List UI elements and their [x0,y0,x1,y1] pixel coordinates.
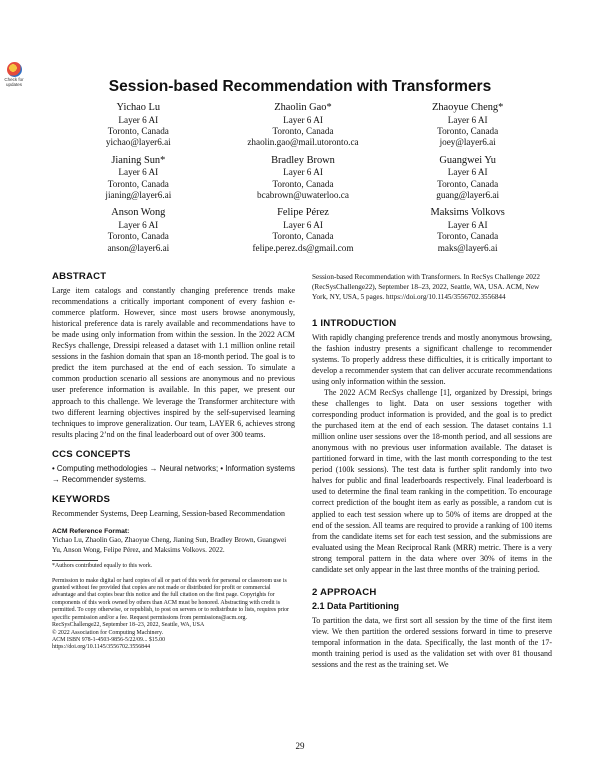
keywords-text: Recommender Systems, Deep Learning, Session-based Recommendation [52,508,285,518]
isbn-line: ACM ISBN 978-1-4503-9856-5/22/09... $15.00 [52,636,166,643]
author-location: Toronto, Canada [437,231,499,242]
page-number: 29 [295,741,305,751]
footnote-rule [52,560,98,561]
author-email[interactable]: zhaolin.gao@mail.utoronto.ca [247,137,359,148]
author-email[interactable]: maks@layer6.ai [437,242,498,253]
data-partitioning-heading: 2.1 Data Partitioning [312,600,400,611]
author-name: Anson Wong [111,207,166,219]
intro-paragraph-1: With rapidly changing preference trends and mostly anonymous browsing, the fashion industry presents a significant challenge to recommender systems. To properly address these difficulties, it is critically important to develop a recommender system that can deliver accurate recommendations using only information within the session. [312,332,552,386]
abstract-heading: ABSTRACT [52,271,107,282]
venue-line: RecSysChallenge22, September 18–23, 2022, Seattle, WA, USA [52,622,205,629]
author-block [56,102,550,254]
citation-continued: Session-based Recommendation with Transformers. In RecSys Challenge 2022 (RecSysChallenge22), September 18–23, 2022, Seattle, WA, USA. ACM, New York, NY, USA, 5 pages. https://doi.org/10.1145/3556702.3556844 [312,273,540,301]
author-org: Layer 6 AI [118,167,159,178]
author-location: Toronto, Canada [272,125,334,136]
author-email[interactable]: yichao@layer6.ai [105,137,171,148]
introduction-heading: 1 INTRODUCTION [312,317,397,329]
approach-paragraph-1: To partition the data, we first sort all session by the time of the first item view. We then partition the ordered sessions forward in time to preserve temporal information in the data. Specifically, the last month of the 17-month training period is used as the validation set with over 81 thousand sessions and the rest as the training set. We [312,615,552,670]
author-card [385,207,550,254]
left-column [52,271,295,652]
author-card [385,155,550,202]
author-org: Layer 6 AI [118,114,159,125]
ccs-heading: CCS CONCEPTS [52,448,131,460]
author-name: Yichao Lu [116,102,161,113]
author-org: Layer 6 AI [283,167,323,178]
author-email[interactable]: jianing@layer6.ai [105,190,172,201]
author-location: Toronto, Canada [272,178,334,189]
author-name: Jianing Sun* [111,154,166,166]
doi-link[interactable]: https://doi.org/10.1145/3556702.3556844 [52,644,151,651]
paper-title: Session-based Recommendation with Transformers [108,78,492,95]
author-org: Layer 6 AI [447,219,488,230]
author-name: Felipe Pérez [277,207,329,219]
author-location: Toronto, Canada [437,178,499,189]
keywords-heading: KEYWORDS [52,493,111,505]
reference-format-text: Yichao Lu, Zhaolin Gao, Zhaoyue Cheng, Jianing Sun, Bradley Brown, Guangwei Yu, Anson Wong, Felipe Pérez, and Maksims Volkovs. 2022. [52,535,287,554]
author-email[interactable]: bcabrown@uwaterloo.ca [257,190,349,201]
author-name: Guangwei Yu [439,154,496,166]
author-email[interactable]: guang@layer6.ai [436,190,500,201]
reference-format-heading: ACM Reference Format: [52,527,130,535]
ccs-text: • Computing methodologies → Neural networks; • Information systems → Recommender systems. [52,463,295,484]
author-location: Toronto, Canada [107,125,169,136]
badge-line2: updates [5,82,22,87]
author-card [56,155,221,202]
author-card [221,155,386,202]
author-location: Toronto, Canada [437,125,499,136]
author-name: Zhaoyue Cheng* [432,102,504,113]
author-name: Bradley Brown [271,154,335,166]
crossmark-icon [7,62,22,77]
author-email[interactable]: anson@layer6.ai [107,242,170,253]
badge-line1: Check for [4,77,24,82]
copyright-line: © 2022 Association for Computing Machinery. [52,629,164,636]
author-card [221,102,386,149]
author-name: Zhaolin Gao* [274,102,332,113]
footnote: *Authors contributed equally to this work. [52,563,153,570]
permission-notice: Permission to make digital or hard copies of all or part of this work for personal or classroom use is granted without fee provided that copies are not made or distributed for profit or commercial advantage and that copies bear this notice and the full citation on the first page. Copyrights for components of this work owned by others than ACM must be honored. Abstracting with credit is permitted. To copy otherwise, or republish, to post on servers or to redistribute to lists, requires prior specific permission and/or a fee. Request permissions from permissions@acm.org. [52,577,290,621]
author-location: Toronto, Canada [107,178,169,189]
author-email[interactable]: felipe.perez.ds@gmail.com [252,242,354,253]
author-card [56,102,221,149]
author-location: Toronto, Canada [107,231,169,242]
author-org: Layer 6 AI [447,114,488,125]
author-card [385,102,550,149]
author-email[interactable]: joey@layer6.ai [439,137,496,148]
author-location: Toronto, Canada [272,231,334,242]
author-card [56,207,221,254]
author-org: Layer 6 AI [118,219,159,230]
intro-paragraph-2: The 2022 ACM RecSys challenge [1], organized by Dressipi, brings these challenges to light. Data on user sessions together with corresponding product information is provided, and the goal is to predict the purchased item at the end of each session. The dataset contains 1.1 million online user sessions over the 18-month period, and all sessions are anonymous with no previous user information available. The dataset is partitioned forward in time, with the last month corresponding to the test period (100k sessions). The test data is further split randomly into two halves for public and final leaderboards respectively. Final leaderboard is used to determine the final team ranking in the competition. To encourage correct prediction of the bought item as early as possible, a random cut is applied to each test session where up to 50% of items are dropped at the end of the session. All teams are required to provide a ranking of 100 items from the candidate items set for each test session, and the submissions are evaluated using the Mean Reciprocal Rank (MRR) metric. There is a very strong temporal pattern in the data where over 30% of items in the candidate set only appear in the last three months of the training period. [312,388,552,574]
abstract-text: Large item catalogs and constantly changing preference trends make recommendations a critically important component of every fashion e-commerce platform. However, since most users browse anonymously, historical preference data is rarely available and recommendations have to be made using only information from within the session. In the 2022 ACM RecSys challenge, Dressipi released a dataset with 1.1 million online retail sessions in the fashion domain that span an 18-month period. The goal is to predict the item purchased at the end of each session. To simulate a common production scenario all sessions are anonymous and no previous user preference information is available. In this paper, we present our approach to this challenge. We leverage the Transformer architecture with two different learning objectives inspired by the self-supervised learning techniques to improve generalization. Our team, LAYER 6, achieves strong results placing 2’nd on the final leaderboard out of over 300 teams. [52,286,295,439]
author-org: Layer 6 AI [283,114,323,125]
approach-heading: 2 APPROACH [312,586,377,598]
author-org: Layer 6 AI [283,219,323,230]
right-column [312,273,552,670]
author-card [221,207,386,254]
author-name: Maksims Volkovs [430,207,505,219]
author-org: Layer 6 AI [447,167,488,178]
